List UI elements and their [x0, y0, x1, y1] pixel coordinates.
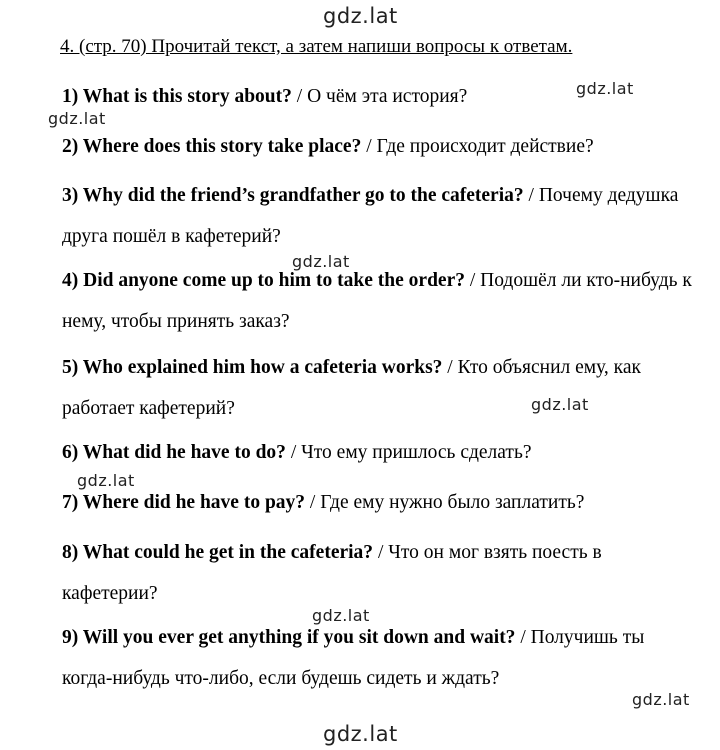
question-text: 8) What could he get in the cafeteria? — [62, 542, 374, 563]
answer-text: Что он мог взять поесть в кафетерии? — [62, 542, 602, 604]
qa-item-4 — [30, 260, 695, 342]
watermark-bottom: gdz.lat — [323, 722, 398, 746]
question-text: 5) Who explained him how a cafeteria works? — [62, 357, 443, 378]
separator: / — [464, 270, 481, 291]
separator: / — [523, 185, 539, 206]
question-text: 2) Where does this story take place? — [62, 136, 362, 157]
qa-item-9 — [30, 617, 695, 699]
question-text: 9) Will you ever get anything if you sit down and wait? — [62, 627, 516, 648]
watermark: gdz.lat — [77, 471, 135, 490]
separator: / — [361, 136, 377, 157]
separator: / — [285, 442, 302, 463]
question-text: 3) Why did the friend’s grandfather go to the cafeteria? — [62, 185, 524, 206]
watermark: gdz.lat — [48, 109, 106, 128]
separator: / — [291, 86, 308, 107]
watermark-top: gdz.lat — [323, 4, 398, 28]
separator: / — [373, 542, 389, 563]
watermark: gdz.lat — [531, 395, 589, 414]
question-text: 6) What did he have to do? — [62, 442, 286, 463]
answer-text: Почему дедушка друга пошёл в кафетерий? — [62, 185, 679, 247]
answer-text: Где ему нужно было заплатить? — [320, 492, 585, 513]
qa-item-5 — [30, 347, 695, 429]
qa-item-3 — [30, 175, 695, 257]
answer-text: Получишь ты когда-нибудь что-либо, если будешь сидеть и ждать? — [62, 627, 645, 689]
watermark: gdz.lat — [632, 690, 690, 709]
qa-item-8 — [30, 532, 695, 614]
qa-item-2 — [30, 126, 695, 167]
answer-text: Где происходит действие? — [376, 136, 594, 157]
qa-item-1 — [30, 76, 695, 117]
answer-text: Подошёл ли кто-нибудь к нему, чтобы принять заказ? — [62, 270, 692, 332]
watermark: gdz.lat — [576, 79, 634, 98]
separator: / — [305, 492, 321, 513]
separator: / — [515, 627, 531, 648]
qa-item-6 — [30, 432, 695, 473]
question-text: 4) Did anyone come up to him to take the order? — [62, 270, 465, 291]
answer-text: О чём эта история? — [307, 86, 468, 107]
exercise-heading: 4. (стр. 70) Прочитай текст, а затем напиши вопросы к ответам. — [60, 36, 573, 57]
qa-item-7 — [30, 482, 695, 523]
separator: / — [442, 357, 458, 378]
question-text: 7) Where did he have to pay? — [62, 492, 306, 513]
watermark: gdz.lat — [312, 606, 370, 625]
answer-text: Что ему пришлось сделать? — [301, 442, 532, 463]
answer-text: Кто объяснил ему, как работает кафетерий? — [62, 357, 641, 419]
question-text: 1) What is this story about? — [62, 86, 292, 107]
watermark: gdz.lat — [292, 252, 350, 271]
